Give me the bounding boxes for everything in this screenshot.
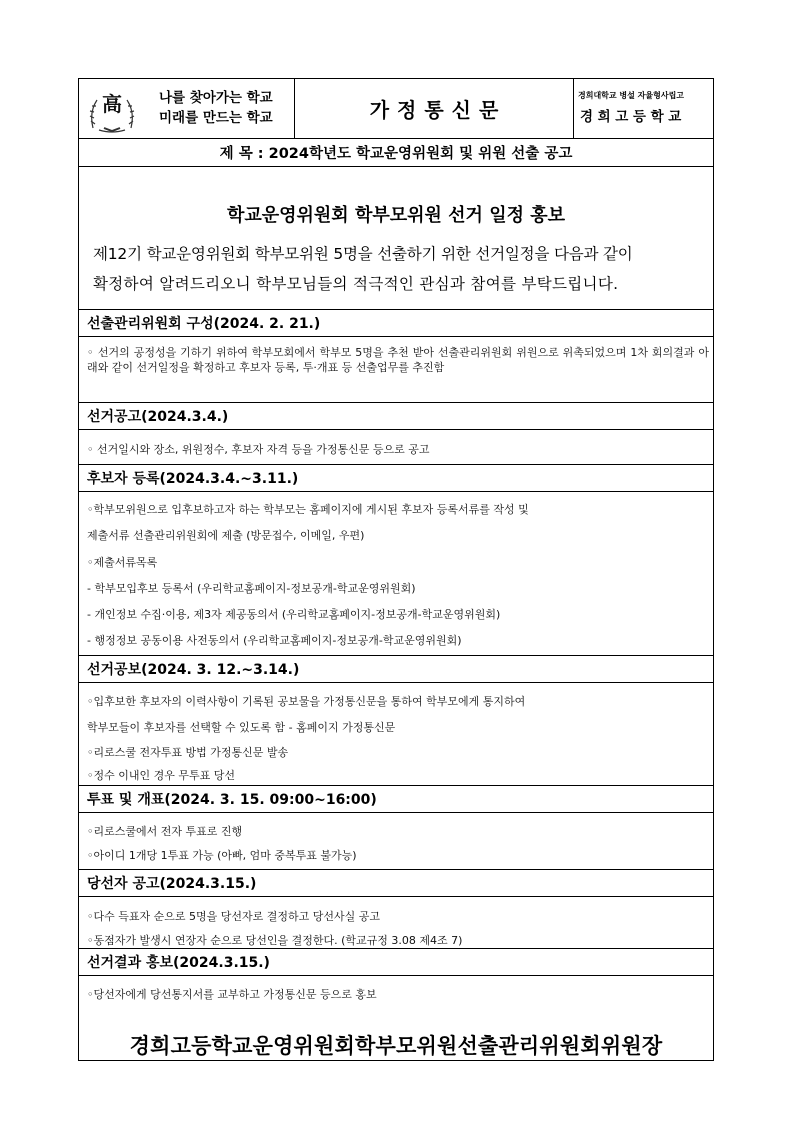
- school-subtitle: 경희대학교 병설 자율형사립고: [578, 91, 685, 100]
- section-item: 학부모들이 후보자를 선택할 수 있도록 함 - 홈페이지 가정통신문: [87, 721, 396, 734]
- intro-line-2: 확정하여 알려드리오니 학부모님들의 적극적인 관심과 참여를 부탁드립니다.: [93, 275, 619, 293]
- svg-text:高: 高: [102, 92, 122, 116]
- section-heading-campaign: 선거공보(2024. 3. 12.~3.14.): [79, 655, 713, 683]
- newsletter-frame: [78, 78, 714, 1061]
- section-item: - 개인정보 수집·이용, 제3자 제공동의서 (우리학교홈페이지-정보공개-학교운영위원회): [87, 608, 501, 621]
- header-motto-cell: [79, 79, 295, 138]
- section-heading-results: 선거결과 홍보(2024.3.15.): [79, 948, 713, 976]
- newsletter-title: 가정통신문: [369, 98, 507, 122]
- header-school-cell: [574, 79, 713, 138]
- motto-line-1: 나를 찾아가는 학교: [159, 90, 273, 106]
- main-title: 학교운영위원회 학부모위원 선거 일정 홍보: [226, 205, 566, 226]
- section-heading-voting: 투표 및 개표(2024. 3. 15. 09:00~16:00): [79, 785, 713, 813]
- section-item: ◦제출서류목록: [87, 556, 158, 569]
- subject-line: 제 목 : 2024학년도 학교운영위원회 및 위원 선출 공고: [79, 139, 713, 167]
- section-item: ◦정수 이내인 경우 무투표 당선: [87, 769, 235, 782]
- section-heading-announcement: 선거공고(2024.3.4.): [79, 402, 713, 430]
- header: [79, 79, 713, 139]
- section-item: 제출서류 선출관리위원회에 제출 (방문접수, 이메일, 우편): [87, 529, 365, 542]
- school-motto: [159, 88, 273, 128]
- section-item: ◦학부모위원으로 입후보하고자 하는 학부모는 홈페이지에 게시된 후보자 등록서류를 작성 및: [87, 503, 529, 516]
- footer-signature: 경희고등학교운영위원회학부모위원선출관리위원회위원장: [129, 1034, 663, 1058]
- section-item: ◦리로스쿨에서 전자 투표로 진행: [87, 825, 243, 838]
- header-title-cell: [295, 79, 574, 138]
- school-name: 경희고등학교: [580, 109, 686, 125]
- section-item: ◦ 선거일시와 장소, 위원정수, 후보자 자격 등을 가정통신문 등으로 공고: [87, 443, 430, 456]
- section-heading-winners: 당선자 공고(2024.3.15.): [79, 869, 713, 897]
- section-item: ◦입후보한 후보자의 이력사항이 기록된 공보물을 가정통신문을 통하여 학부모에게 통지하여: [87, 695, 526, 708]
- section-item: - 학부모입후보 등록서 (우리학교홈페이지-정보공개-학교운영위원회): [87, 582, 416, 595]
- section-item: ◦ 선거의 공정성을 기하기 위하여 학부모회에서 학부모 5명을 추천 받아 선출관리위원회 위원으로 위촉되었으며 1차 회의결과 아래와 같이 선거일정을 확정하고 후보자 등록, 투·개표 등 선출업무를 추진함: [87, 346, 709, 374]
- intro-line-1: 제12기 학교운영위원회 학부모위원 5명을 선출하기 위한 선거일정을 다음과 같이: [93, 245, 633, 263]
- section-item: - 행정정보 공동이용 사전동의서 (우리학교홈페이지-정보공개-학교운영위원회): [87, 634, 462, 647]
- section-item: ◦리로스쿨 전자투표 방법 가정통신문 발송: [87, 746, 289, 759]
- section-item: ◦당선자에게 당선통지서를 교부하고 가정통신문 등으로 홍보: [87, 988, 377, 1001]
- section-heading-registration: 후보자 등록(2024.3.4.~3.11.): [79, 464, 713, 492]
- intro-paragraph: [93, 239, 705, 299]
- section-heading-committee: 선출관리위원회 구성(2024. 2. 21.): [79, 309, 713, 337]
- school-emblem-icon: [87, 84, 137, 134]
- section-item: ◦아이디 1개당 1투표 가능 (아빠, 엄마 중복투표 불가능): [87, 849, 357, 862]
- section-item: ◦동점자가 발생시 연장자 순으로 당선인을 결정한다. (학교규정 3.08 제4조 7): [87, 934, 463, 947]
- section-item: ◦다수 득표자 순으로 5명을 당선자로 결정하고 당선사실 공고: [87, 910, 380, 923]
- motto-line-2: 미래를 만드는 학교: [159, 110, 273, 126]
